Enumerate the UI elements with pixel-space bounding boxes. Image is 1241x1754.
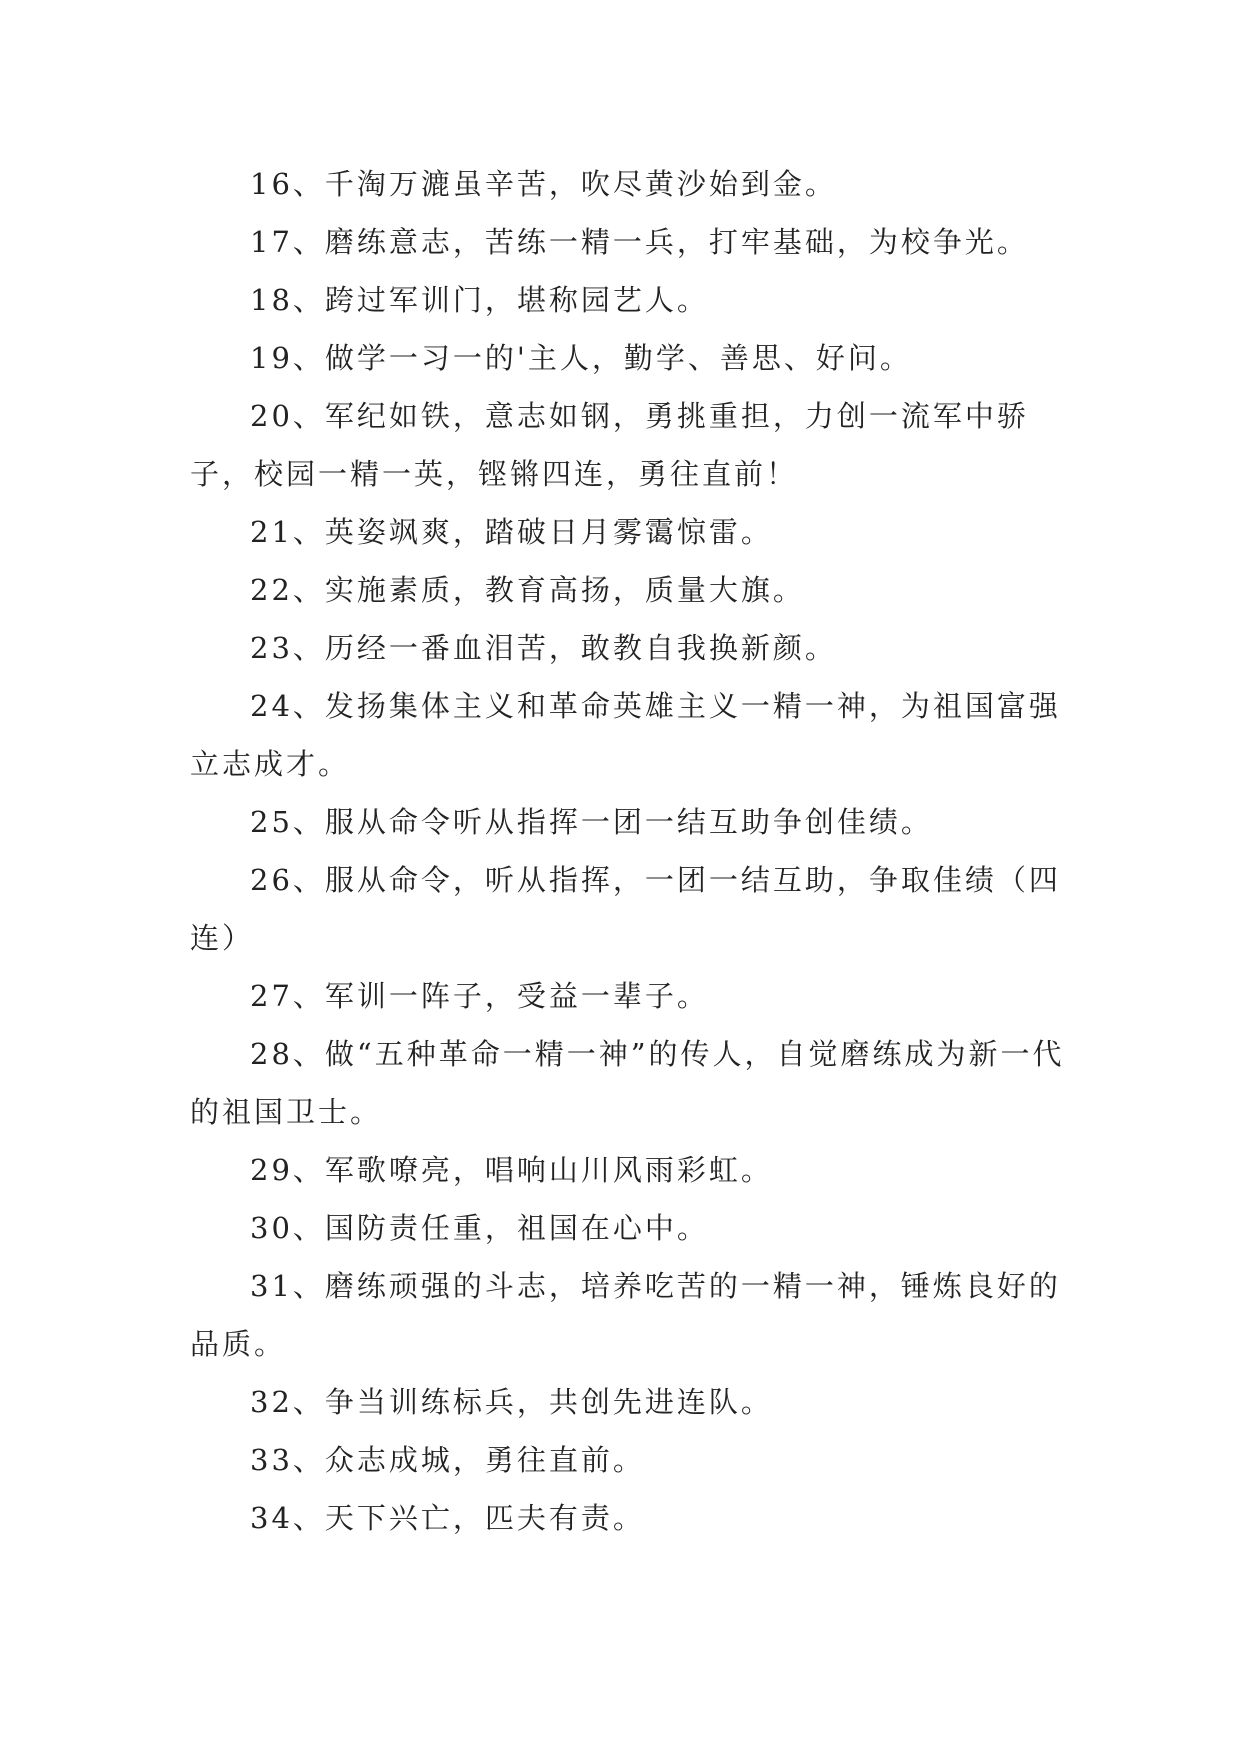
slogan-19: 19、做学一习一的'主人，勤学、善思、好问。	[250, 341, 912, 375]
slogan-27: 27、军训一阵子，受益一辈子。	[250, 979, 709, 1013]
slogan-21: 21、英姿飒爽，踏破日月雾霭惊雷。	[250, 515, 773, 549]
slogan-22: 22、实施素质，教育高扬，质量大旗。	[250, 573, 805, 607]
slogan-24: 24、发扬集体主义和革命英雄主义一精一神，为祖国富强立志成才。	[190, 689, 1061, 781]
slogan-33: 33、众志成城，勇往直前。	[250, 1443, 645, 1477]
slogan-17: 17、磨练意志，苦练一精一兵，打牢基础，为校争光。	[250, 225, 1029, 259]
slogan-23: 23、历经一番血泪苦，敢教自我换新颜。	[250, 631, 837, 665]
slogan-31: 31、磨练顽强的斗志，培养吃苦的一精一神，锤炼良好的品质。	[190, 1269, 1061, 1361]
slogan-25: 25、服从命令听从指挥一团一结互助争创佳绩。	[250, 805, 933, 839]
slogan-26: 26、服从命令，听从指挥，一团一结互助，争取佳绩（四连）	[190, 863, 1061, 955]
slogan-16: 16、千淘万漉虽辛苦，吹尽黄沙始到金。	[250, 167, 837, 201]
slogan-34: 34、天下兴亡，匹夫有责。	[250, 1501, 645, 1535]
slogan-30: 30、国防责任重，祖国在心中。	[250, 1211, 709, 1245]
slogan-32: 32、争当训练标兵，共创先进连队。	[250, 1385, 773, 1419]
slogan-20: 20、军纪如铁，意志如钢，勇挑重担，力创一流军中骄子，校园一精一英，铿锵四连，勇往直前！	[190, 399, 1029, 491]
slogan-list	[190, 155, 1070, 1547]
slogan-28: 28、做“五种革命一精一神”的传人，自觉磨练成为新一代的祖国卫士。	[190, 1037, 1065, 1129]
slogan-29: 29、军歌嘹亮，唱响山川风雨彩虹。	[250, 1153, 773, 1187]
slogan-18: 18、跨过军训门，堪称园艺人。	[250, 283, 709, 317]
